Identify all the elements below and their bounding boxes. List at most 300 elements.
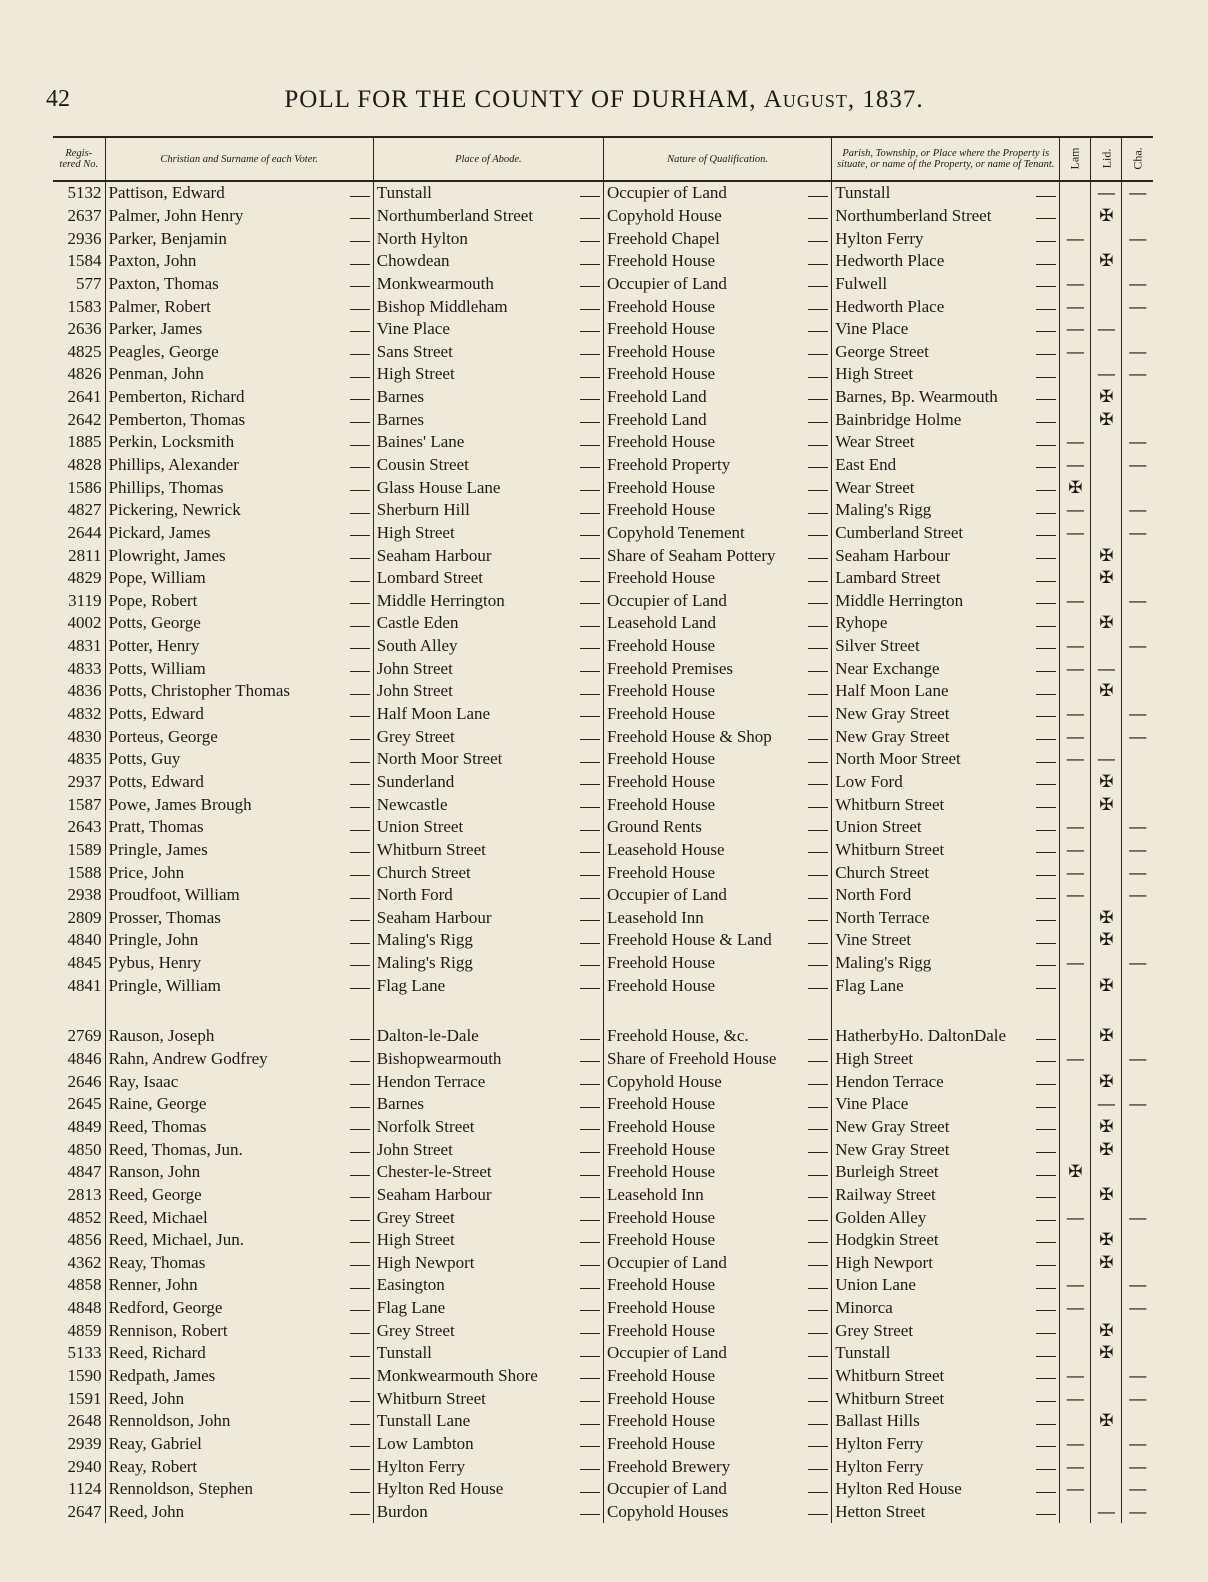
poll-table-body [53, 181, 1153, 1523]
parish-cell: New Gray Street [832, 703, 1060, 726]
abode-cell: High Street [373, 522, 603, 545]
qualification-cell: Share of Freehold House [603, 1048, 831, 1071]
vote-lid-cell [1091, 295, 1122, 318]
vote-lam-cell [1060, 1025, 1091, 1048]
vote-cha-cell: — [1122, 273, 1153, 296]
vote-lid-cell [1091, 590, 1122, 613]
vote-lid-cell [1091, 499, 1122, 522]
vote-lam-cell [1060, 386, 1091, 409]
vote-lid-cell [1091, 1274, 1122, 1297]
abode-cell: Sunderland [373, 771, 603, 794]
abode-cell: Bishopwearmouth [373, 1048, 603, 1071]
vote-lam-cell [1060, 181, 1091, 205]
table-row [53, 205, 1153, 228]
parish-cell: Hedworth Place [832, 250, 1060, 273]
voter-name-cell: Potts, William [105, 657, 373, 680]
qualification-cell: Freehold House [603, 1387, 831, 1410]
vote-cha-cell [1122, 1184, 1153, 1207]
abode-cell: Barnes [373, 408, 603, 431]
qualification-cell: Freehold House [603, 1229, 831, 1252]
parish-cell: Ballast Hills [832, 1410, 1060, 1433]
parish-cell: High Street [832, 363, 1060, 386]
vote-lam-cell: — [1060, 499, 1091, 522]
voter-name-cell: Rennison, Robert [105, 1319, 373, 1342]
vote-lam-cell: — [1060, 703, 1091, 726]
vote-lam-cell: — [1060, 816, 1091, 839]
vote-lid-cell: ✠ [1091, 250, 1122, 273]
voter-name-cell: Powe, James Brough [105, 793, 373, 816]
voter-name-cell: Reed, John [105, 1501, 373, 1524]
table-row [53, 1206, 1153, 1229]
vote-cha-cell: — [1122, 1501, 1153, 1524]
table-row [53, 386, 1153, 409]
registered-no-cell: 2939 [67, 1433, 102, 1453]
vote-lam-cell: — [1060, 839, 1091, 862]
vote-cha-cell: — [1122, 499, 1153, 522]
voter-name-cell: Proudfoot, William [105, 884, 373, 907]
qualification-cell: Occupier of Land [603, 1251, 831, 1274]
abode-cell: Grey Street [373, 1319, 603, 1342]
voter-name-cell: Redpath, James [105, 1365, 373, 1388]
vote-lid-cell: ✠ [1091, 974, 1122, 997]
qualification-cell: Freehold House [603, 499, 831, 522]
qualification-cell: Occupier of Land [603, 590, 831, 613]
vote-lam-cell [1060, 1319, 1091, 1342]
vote-lid-cell: ✠ [1091, 567, 1122, 590]
qualification-cell: Freehold House [603, 861, 831, 884]
page-title [0, 86, 1208, 114]
vote-cha-cell: — [1122, 1206, 1153, 1229]
qualification-cell: Freehold House [603, 1161, 831, 1184]
qualification-cell: Ground Rents [603, 816, 831, 839]
vote-cha-cell [1122, 1070, 1153, 1093]
registered-no-cell: 4835 [67, 749, 102, 769]
table-row [53, 476, 1153, 499]
vote-lid-cell [1091, 1387, 1122, 1410]
vote-lam-cell: — [1060, 590, 1091, 613]
vote-cha-cell [1122, 657, 1153, 680]
abode-cell: Hendon Terrace [373, 1070, 603, 1093]
vote-cha-cell [1122, 408, 1153, 431]
vote-lid-cell: ✠ [1091, 1025, 1122, 1048]
vote-cha-cell: — [1122, 1093, 1153, 1116]
vote-cha-cell: — [1122, 884, 1153, 907]
abode-cell: Chowdean [373, 250, 603, 273]
vote-lid-cell [1091, 1433, 1122, 1456]
parish-cell: Burleigh Street [832, 1161, 1060, 1184]
voter-name-cell: Rauson, Joseph [105, 1025, 373, 1048]
spacer-cell [1122, 997, 1153, 1025]
table-row [53, 1093, 1153, 1116]
vote-lam-cell: — [1060, 318, 1091, 341]
vote-cha-cell [1122, 974, 1153, 997]
table-row [53, 793, 1153, 816]
registered-no-cell: 1587 [67, 794, 102, 814]
abode-cell: North Moor Street [373, 748, 603, 771]
vote-lid-cell: — [1091, 657, 1122, 680]
vote-cha-cell [1122, 1229, 1153, 1252]
abode-cell: Whitburn Street [373, 839, 603, 862]
vote-cha-cell [1122, 1410, 1153, 1433]
vote-lam-cell [1060, 1501, 1091, 1524]
vote-lid-cell: ✠ [1091, 793, 1122, 816]
parish-cell: Northumberland Street [832, 205, 1060, 228]
abode-cell: Norfolk Street [373, 1116, 603, 1139]
parish-cell: New Gray Street [832, 725, 1060, 748]
qualification-cell: Freehold House [603, 1138, 831, 1161]
registered-no-cell: 4829 [67, 568, 102, 588]
table-row [53, 612, 1153, 635]
vote-lam-cell: ✠ [1060, 476, 1091, 499]
spacer-cell [603, 997, 831, 1025]
parish-cell: Hetton Street [832, 1501, 1060, 1524]
abode-cell: Middle Herrington [373, 590, 603, 613]
qualification-cell: Freehold House [603, 771, 831, 794]
registered-no-cell: 4832 [67, 704, 102, 724]
vote-lam-cell [1060, 612, 1091, 635]
vote-cha-cell [1122, 1161, 1153, 1184]
registered-no-cell: 4830 [67, 726, 102, 746]
parish-cell: New Gray Street [832, 1116, 1060, 1139]
vote-lam-cell: — [1060, 340, 1091, 363]
qualification-cell: Share of Seaham Pottery [603, 544, 831, 567]
poll-table-header [53, 137, 1153, 181]
vote-lid-cell: — [1091, 1093, 1122, 1116]
table-row [53, 929, 1153, 952]
qualification-cell: Freehold House [603, 318, 831, 341]
qualification-cell: Freehold House [603, 1433, 831, 1456]
vote-lam-cell [1060, 771, 1091, 794]
voter-name-cell: Pybus, Henry [105, 952, 373, 975]
abode-cell: South Alley [373, 635, 603, 658]
qualification-cell: Freehold House [603, 363, 831, 386]
voter-name-cell: Reed, Richard [105, 1342, 373, 1365]
vote-lid-cell: ✠ [1091, 1251, 1122, 1274]
table-row [53, 227, 1153, 250]
registered-no-cell: 4841 [67, 975, 102, 995]
table-row [53, 1433, 1153, 1456]
abode-cell: Barnes [373, 1093, 603, 1116]
header-parish: Parish, Township, or Place where the Property is situate, or name of the Property, or name of Tenant. [832, 137, 1060, 181]
qualification-cell: Freehold House & Shop [603, 725, 831, 748]
qualification-cell: Occupier of Land [603, 181, 831, 205]
vote-lam-cell [1060, 567, 1091, 590]
vote-lam-cell [1060, 408, 1091, 431]
vote-cha-cell [1122, 318, 1153, 341]
voter-name-cell: Plowright, James [105, 544, 373, 567]
vote-lid-cell [1091, 1297, 1122, 1320]
registered-no-cell: 2809 [67, 907, 102, 927]
vote-cha-cell: — [1122, 861, 1153, 884]
voter-name-cell: Pickard, James [105, 522, 373, 545]
voter-name-cell: Pringle, William [105, 974, 373, 997]
parish-cell: Low Ford [832, 771, 1060, 794]
spacer-cell [373, 997, 603, 1025]
registered-no-cell: 4826 [67, 364, 102, 384]
abode-cell: Low Lambton [373, 1433, 603, 1456]
voter-name-cell: Renner, John [105, 1274, 373, 1297]
vote-cha-cell [1122, 205, 1153, 228]
parish-cell: Hodgkin Street [832, 1229, 1060, 1252]
vote-lam-cell: — [1060, 1274, 1091, 1297]
qualification-cell: Freehold House, &c. [603, 1025, 831, 1048]
vote-lam-cell: — [1060, 1206, 1091, 1229]
registered-no-cell: 1885 [67, 432, 102, 452]
abode-cell: Bishop Middleham [373, 295, 603, 318]
parish-cell: Lambard Street [832, 567, 1060, 590]
qualification-cell: Freehold House [603, 680, 831, 703]
abode-cell: Grey Street [373, 725, 603, 748]
vote-cha-cell: — [1122, 340, 1153, 363]
table-row [53, 408, 1153, 431]
registered-no-cell: 2646 [67, 1071, 102, 1091]
abode-cell: Half Moon Lane [373, 703, 603, 726]
table-row [53, 1387, 1153, 1410]
registered-no-cell: 1588 [67, 862, 102, 882]
registered-no-cell: 4858 [67, 1275, 102, 1295]
registered-no-cell: 4827 [67, 500, 102, 520]
vote-cha-cell: — [1122, 454, 1153, 477]
parish-cell: Hylton Ferry [832, 1455, 1060, 1478]
vote-lam-cell [1060, 1093, 1091, 1116]
voter-name-cell: Pratt, Thomas [105, 816, 373, 839]
table-row [53, 340, 1153, 363]
vote-cha-cell: — [1122, 181, 1153, 205]
qualification-cell: Copyhold Tenement [603, 522, 831, 545]
vote-cha-cell: — [1122, 227, 1153, 250]
registered-no-cell: 4848 [67, 1298, 102, 1318]
table-row [53, 635, 1153, 658]
abode-cell: Vine Place [373, 318, 603, 341]
vote-lid-cell [1091, 522, 1122, 545]
qualification-cell: Freehold House [603, 431, 831, 454]
voter-name-cell: Potts, George [105, 612, 373, 635]
parish-cell: North Moor Street [832, 748, 1060, 771]
qualification-cell: Freehold House & Land [603, 929, 831, 952]
parish-cell: Fulwell [832, 273, 1060, 296]
abode-cell: North Ford [373, 884, 603, 907]
vote-lid-cell: ✠ [1091, 408, 1122, 431]
voter-name-cell: Penman, John [105, 363, 373, 386]
registered-no-cell: 2769 [67, 1026, 102, 1046]
parish-cell: Tunstall [832, 181, 1060, 205]
voter-name-cell: Rennoldson, Stephen [105, 1478, 373, 1501]
voter-name-cell: Parker, Benjamin [105, 227, 373, 250]
table-row [53, 839, 1153, 862]
table-row [53, 884, 1153, 907]
vote-cha-cell: — [1122, 725, 1153, 748]
abode-cell: Monkwearmouth [373, 273, 603, 296]
vote-lam-cell [1060, 1410, 1091, 1433]
qualification-cell: Freehold House [603, 1410, 831, 1433]
registered-no-cell: 4362 [67, 1252, 102, 1272]
vote-lid-cell: ✠ [1091, 205, 1122, 228]
registered-no-cell: 1124 [68, 1479, 102, 1499]
abode-cell: Castle Eden [373, 612, 603, 635]
vote-lid-cell: ✠ [1091, 1410, 1122, 1433]
registered-no-cell: 1586 [67, 477, 102, 497]
vote-lid-cell: ✠ [1091, 386, 1122, 409]
vote-lid-cell: — [1091, 363, 1122, 386]
qualification-cell: Copyhold Houses [603, 1501, 831, 1524]
registered-no-cell: 5133 [67, 1343, 102, 1363]
vote-lid-cell: ✠ [1091, 1342, 1122, 1365]
voter-name-cell: Potts, Christopher Thomas [105, 680, 373, 703]
vote-lam-cell: — [1060, 1433, 1091, 1456]
page-title-main: POLL FOR THE COUNTY OF DURHAM, [284, 86, 764, 113]
registered-no-cell: 2813 [67, 1184, 102, 1204]
registered-no-cell: 4849 [67, 1116, 102, 1136]
registered-no-cell: 2645 [67, 1094, 102, 1114]
qualification-cell: Freehold House [603, 1116, 831, 1139]
table-row [53, 1297, 1153, 1320]
vote-lid-cell: ✠ [1091, 1138, 1122, 1161]
vote-lid-cell [1091, 703, 1122, 726]
qualification-cell: Freehold House [603, 295, 831, 318]
qualification-cell: Leasehold Inn [603, 907, 831, 930]
table-row [53, 522, 1153, 545]
header-vote-lid: Lid. [1091, 137, 1122, 181]
voter-name-cell: Palmer, Robert [105, 295, 373, 318]
table-row [53, 1048, 1153, 1071]
registered-no-cell: 2637 [67, 205, 102, 225]
voter-name-cell: Pickering, Newrick [105, 499, 373, 522]
voter-name-cell: Phillips, Thomas [105, 476, 373, 499]
voter-name-cell: Ray, Isaac [105, 1070, 373, 1093]
vote-cha-cell: — [1122, 1297, 1153, 1320]
vote-cha-cell [1122, 929, 1153, 952]
parish-cell: Bainbridge Holme [832, 408, 1060, 431]
qualification-cell: Freehold House [603, 748, 831, 771]
vote-cha-cell [1122, 1319, 1153, 1342]
table-row [53, 590, 1153, 613]
qualification-cell: Freehold Premises [603, 657, 831, 680]
registered-no-cell: 1584 [67, 251, 102, 271]
vote-cha-cell: — [1122, 816, 1153, 839]
vote-lam-cell: — [1060, 725, 1091, 748]
header-voter: Christian and Surname of each Voter. [105, 137, 373, 181]
vote-lam-cell: — [1060, 1455, 1091, 1478]
vote-lid-cell: ✠ [1091, 544, 1122, 567]
vote-cha-cell: — [1122, 1455, 1153, 1478]
voter-name-cell: Reay, Robert [105, 1455, 373, 1478]
registered-no-cell: 2647 [67, 1501, 102, 1521]
vote-lam-cell [1060, 1070, 1091, 1093]
vote-lam-cell [1060, 1251, 1091, 1274]
table-row [53, 1342, 1153, 1365]
parish-cell: Near Exchange [832, 657, 1060, 680]
abode-cell: Chester-le-Street [373, 1161, 603, 1184]
header-vote-lam: Lam [1060, 137, 1091, 181]
parish-cell: North Ford [832, 884, 1060, 907]
parish-cell: Union Lane [832, 1274, 1060, 1297]
voter-name-cell: Reed, George [105, 1184, 373, 1207]
vote-lam-cell [1060, 1138, 1091, 1161]
page-title-date: August, 1837. [763, 86, 924, 113]
qualification-cell: Copyhold House [603, 1070, 831, 1093]
page-header [0, 86, 1208, 120]
parish-cell: High Newport [832, 1251, 1060, 1274]
vote-lid-cell [1091, 839, 1122, 862]
spacer-cell [105, 997, 373, 1025]
qualification-cell: Freehold House [603, 476, 831, 499]
parish-cell: Minorca [832, 1297, 1060, 1320]
parish-cell: Railway Street [832, 1184, 1060, 1207]
voter-name-cell: Potts, Guy [105, 748, 373, 771]
voter-name-cell: Pope, William [105, 567, 373, 590]
abode-cell: Monkwearmouth Shore [373, 1365, 603, 1388]
qualification-cell: Freehold House [603, 974, 831, 997]
qualification-cell: Occupier of Land [603, 273, 831, 296]
vote-cha-cell [1122, 748, 1153, 771]
table-row [53, 725, 1153, 748]
vote-lid-cell [1091, 635, 1122, 658]
vote-lid-cell [1091, 1478, 1122, 1501]
vote-lid-cell [1091, 227, 1122, 250]
abode-cell: Tunstall [373, 1342, 603, 1365]
abode-cell: North Hylton [373, 227, 603, 250]
vote-lam-cell [1060, 793, 1091, 816]
table-row [53, 861, 1153, 884]
vote-lam-cell: — [1060, 522, 1091, 545]
vote-lam-cell: — [1060, 748, 1091, 771]
parish-cell: Vine Place [832, 1093, 1060, 1116]
vote-lam-cell [1060, 907, 1091, 930]
voter-name-cell: Ranson, John [105, 1161, 373, 1184]
registered-no-cell: 2644 [67, 522, 102, 542]
registered-no-cell: 1589 [67, 839, 102, 859]
vote-cha-cell: — [1122, 1433, 1153, 1456]
vote-lid-cell: — [1091, 181, 1122, 205]
table-row [53, 181, 1153, 205]
vote-lid-cell [1091, 884, 1122, 907]
qualification-cell: Leasehold Land [603, 612, 831, 635]
vote-lid-cell [1091, 476, 1122, 499]
vote-cha-cell: — [1122, 1048, 1153, 1071]
vote-cha-cell [1122, 476, 1153, 499]
qualification-cell: Freehold House [603, 1093, 831, 1116]
vote-lid-cell: ✠ [1091, 1070, 1122, 1093]
table-row [53, 748, 1153, 771]
vote-lid-cell [1091, 1206, 1122, 1229]
qualification-cell: Freehold House [603, 952, 831, 975]
table-row [53, 544, 1153, 567]
abode-cell: High Street [373, 1229, 603, 1252]
abode-cell: Whitburn Street [373, 1387, 603, 1410]
vote-lam-cell: — [1060, 1297, 1091, 1320]
parish-cell: Union Street [832, 816, 1060, 839]
qualification-cell: Freehold Land [603, 386, 831, 409]
vote-cha-cell [1122, 386, 1153, 409]
registered-no-cell: 2641 [67, 387, 102, 407]
abode-cell: Union Street [373, 816, 603, 839]
vote-cha-cell [1122, 250, 1153, 273]
registered-no-cell: 1591 [67, 1388, 102, 1408]
vote-lid-cell [1091, 725, 1122, 748]
abode-cell: John Street [373, 1138, 603, 1161]
table-row [53, 1070, 1153, 1093]
registered-no-cell: 2938 [67, 885, 102, 905]
table-row [53, 1229, 1153, 1252]
voter-name-cell: Perkin, Locksmith [105, 431, 373, 454]
table-row [53, 1274, 1153, 1297]
qualification-cell: Freehold House [603, 635, 831, 658]
vote-lam-cell: ✠ [1060, 1161, 1091, 1184]
table-row [53, 431, 1153, 454]
vote-lam-cell: — [1060, 295, 1091, 318]
abode-cell: Easington [373, 1274, 603, 1297]
abode-cell: High Newport [373, 1251, 603, 1274]
